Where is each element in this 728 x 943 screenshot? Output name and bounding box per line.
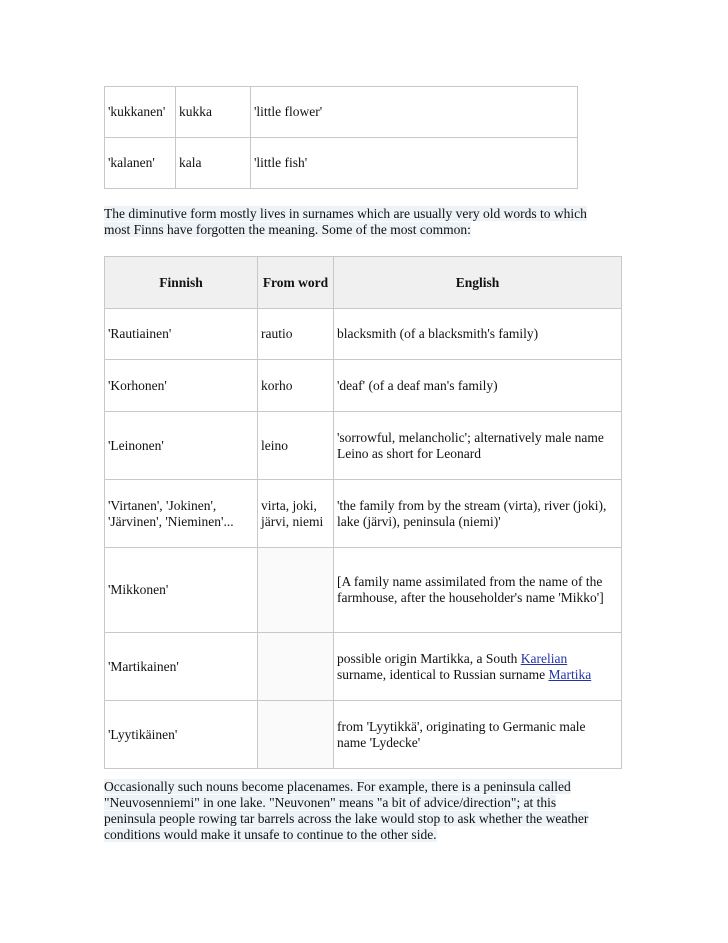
english-cell: blacksmith (of a blacksmith's family) [334, 309, 622, 360]
english-cell: 'sorrowful, melancholic'; alternatively male name Leino as short for Leonard [334, 412, 622, 480]
paragraph-line: Occasionally such nouns become placenames. For example, there is a peninsula called [104, 779, 571, 794]
paragraph-line: The diminutive form mostly lives in surnames which are usually very old words to which [104, 206, 587, 221]
column-header-finnish: Finnish [105, 257, 258, 309]
martika-link[interactable]: Martika [548, 666, 592, 682]
finnish-cell: 'Korhonen' [105, 360, 258, 412]
finnish-cell: 'Lyytikäinen' [105, 701, 258, 769]
paragraph-line: most Finns have forgotten the meaning. Some of the most common: [104, 222, 471, 237]
from-word-cell: korho [258, 360, 334, 412]
finnish-cell: 'Martikainen' [105, 633, 258, 701]
finnish-cell: 'Leinonen' [105, 412, 258, 480]
table-row [105, 701, 622, 769]
table-row [105, 309, 622, 360]
english-cell: [A family name assimilated from the name of the farmhouse, after the householder's name 'Mikko'] [334, 548, 622, 633]
english-text: surname, identical to Russian surname [337, 666, 549, 682]
table-row [105, 480, 622, 548]
table-cell: 'little flower' [251, 87, 578, 138]
english-text: possible origin Martikka, a South [337, 650, 521, 666]
finnish-cell: 'Virtanen', 'Jokinen', 'Järvinen', 'Nieminen'... [105, 480, 258, 548]
table-row [105, 633, 622, 701]
paragraph-line: conditions would make it unsafe to continue to the other side. [104, 827, 437, 842]
from-word-cell [258, 548, 334, 633]
from-word-cell [258, 701, 334, 769]
table-header-row [105, 257, 622, 309]
from-word-cell: virta, joki, järvi, niemi [258, 480, 334, 548]
table-cell: 'kalanen' [105, 138, 176, 189]
table-row [105, 548, 622, 633]
english-cell: 'the family from by the stream (virta), river (joki), lake (järvi), peninsula (niemi)' [334, 480, 622, 548]
table-row [105, 412, 622, 480]
paragraph-line: peninsula people rowing tar barrels across the lake would stop to ask whether the weather [104, 811, 589, 826]
paragraph-line: "Neuvosenniemi" in one lake. "Neuvonen" means "a bit of advice/direction"; at this [104, 795, 557, 810]
from-word-cell [258, 633, 334, 701]
placenames-paragraph [104, 779, 628, 843]
english-cell [334, 633, 622, 701]
diminutive-paragraph [104, 206, 624, 238]
finnish-cell: 'Mikkonen' [105, 548, 258, 633]
table-cell: 'little fish' [251, 138, 578, 189]
diminutive-examples-table [104, 86, 578, 189]
from-word-cell: leino [258, 412, 334, 480]
finnish-cell: 'Rautiainen' [105, 309, 258, 360]
column-header-english: English [334, 257, 622, 309]
table-row [105, 360, 622, 412]
table-row [105, 87, 578, 138]
table-cell: kukka [176, 87, 251, 138]
english-cell: from 'Lyytikkä', originating to Germanic male name 'Lydecke' [334, 701, 622, 769]
karelian-link[interactable]: Karelian [520, 650, 568, 666]
from-word-cell: rautio [258, 309, 334, 360]
table-cell: kala [176, 138, 251, 189]
table-row [105, 138, 578, 189]
surnames-table [104, 256, 622, 769]
english-cell: 'deaf' (of a deaf man's family) [334, 360, 622, 412]
column-header-from-word: From word [258, 257, 334, 309]
table-cell: 'kukkanen' [105, 87, 176, 138]
